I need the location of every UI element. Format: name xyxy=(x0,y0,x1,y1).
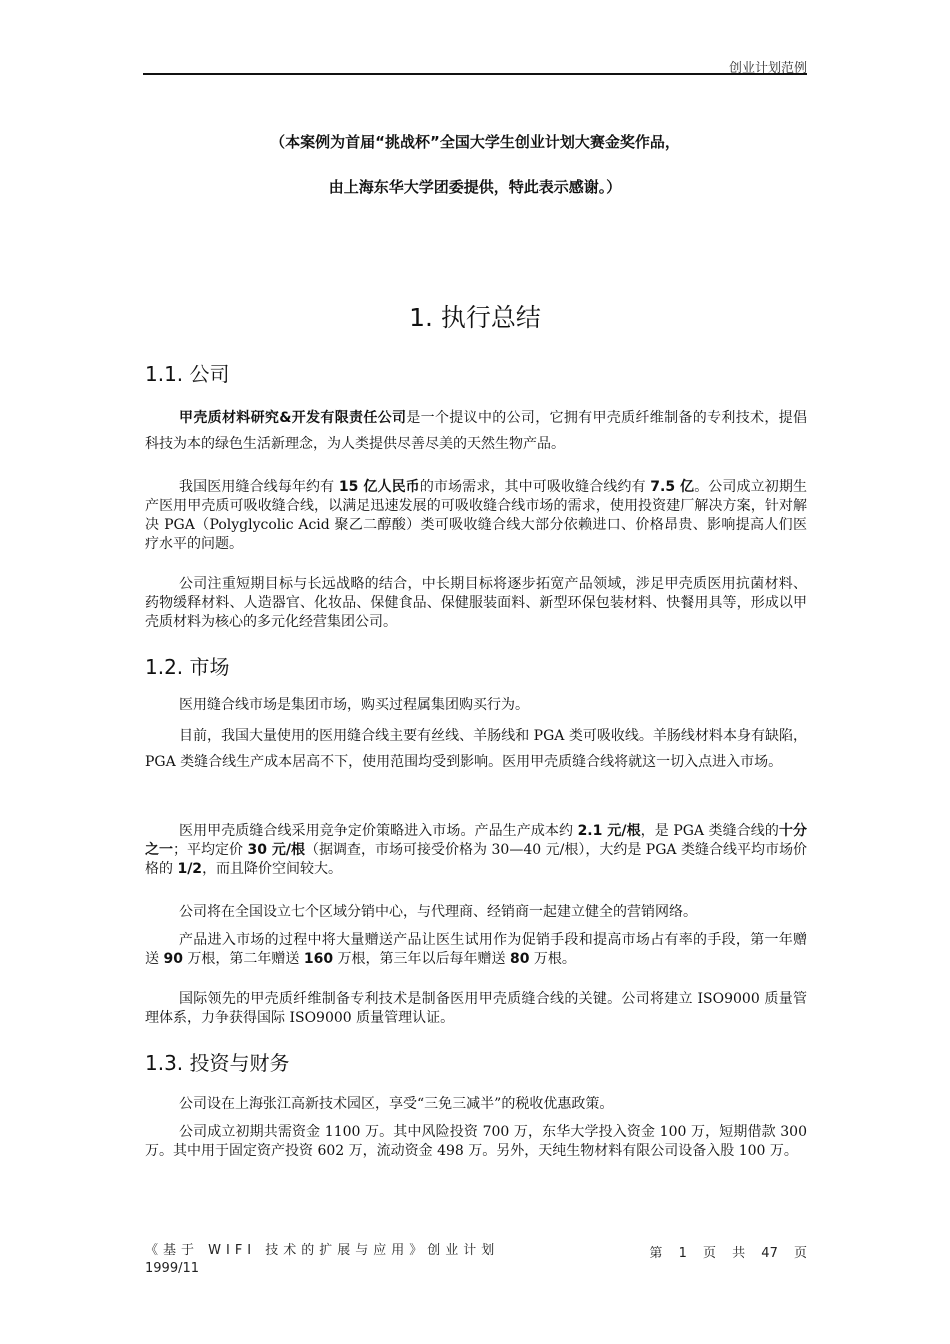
footer-doc-title: 《基于 WIFI 技术的扩展与应用》创业计划 xyxy=(145,1243,500,1258)
finance-paragraph-2: 公司成立初期共需资金 1100 万。其中风险投资 700 万，东华大学投入资金 100 万，短期借款 300 万。其中用于固定资产投资 602 万，流动资金 498 万。另外，天纯生物材料有限公司设备入股 100 万。 xyxy=(145,1124,807,1159)
section-title-company: 1.1. 公司 xyxy=(145,362,230,386)
chapter-title: 1. 执行总结 xyxy=(409,303,541,332)
footer-left xyxy=(145,1242,499,1278)
company-paragraph-2: 我国医用缝合线每年约有 15 亿人民币的市场需求，其中可吸收缝合线约有 7.5 亿。公司成立初期生产医用甲壳质可吸收缝合线，以满足迅速发展的可吸收缝合线市场的需求，使用投资建厂解决方案，针对解决 PGA（Polyglycolic Acid 聚乙二醇酸）类可吸收缝合线大部分依赖进口、价格昂贵、影响提高人们医疗水平的问题。 xyxy=(145,479,808,552)
page-number: 第 1 页 共 47 页 xyxy=(649,1246,807,1261)
acknowledgement-line-1: （本案例为首届“挑战杯”全国大学生创业计划大赛金奖作品， xyxy=(270,133,680,151)
footer-date: 1999/11 xyxy=(145,1261,200,1276)
company-paragraph-1: 甲壳质材料研究&开发有限责任公司是一个提议中的公司，它拥有甲壳质纤维制备的专利技术，提倡科技为本的绿色生活新理念，为人类提供尽善尽美的天然生物产品。 xyxy=(145,410,807,452)
section-title-market: 1.2. 市场 xyxy=(145,655,230,679)
header-rule xyxy=(143,73,807,75)
market-paragraph-5: 产品进入市场的过程中将大量赠送产品让医生试用作为促销手段和提高市场占有率的手段，第一年赠送 90 万根，第二年赠送 160 万根，第三年以后每年赠送 80 万根。 xyxy=(145,932,807,967)
acknowledgement-line-2: 由上海东华大学团委提供，特此表示感谢。） xyxy=(328,178,622,196)
market-paragraph-1: 医用缝合线市场是集团市场，购买过程属集团购买行为。 xyxy=(179,697,529,713)
market-paragraph-3: 医用甲壳质缝合线采用竞争定价策略进入市场。产品生产成本约 2.1 元/根，是 PGA 类缝合线的十分之一；平均定价 30 元/根（据调查，市场可接受价格为 30—40 元/根），大约是 PGA 类缝合线平均市场价格的 1/2，而且降价空间较大。 xyxy=(145,823,808,877)
section-title-finance: 1.3. 投资与财务 xyxy=(145,1051,290,1075)
market-paragraph-2: 目前，我国大量使用的医用缝合线主要有丝线、羊肠线和 PGA 类可吸收线。羊肠线材料本身有缺陷，PGA 类缝合线生产成本居高不下，使用范围均受到影响。医用甲壳质缝合线将就这一切入点进入市场。 xyxy=(145,728,807,770)
running-header: 创业计划范例 xyxy=(728,61,807,76)
company-paragraph-3: 公司注重短期目标与长远战略的结合，中长期目标将逐步拓宽产品领域，涉足甲壳质医用抗菌材料、药物缓释材料、人造器官、化妆品、保健食品、保健服装面料、新型环保包装材料、快餐用具等，形成以甲壳质材料为核心的多元化经营集团公司。 xyxy=(145,576,807,630)
company-name: 甲壳质材料研究&开发有限责任公司 xyxy=(179,410,407,426)
finance-paragraph-1: 公司设在上海张江高新技术园区，享受“三免三减半”的税收优惠政策。 xyxy=(179,1096,614,1112)
market-paragraph-4: 公司将在全国设立七个区域分销中心，与代理商、经销商一起建立健全的营销网络。 xyxy=(179,904,697,920)
market-paragraph-6: 国际领先的甲壳质纤维制备专利技术是制备医用甲壳质缝合线的关键。公司将建立 ISO9000 质量管理体系，力争获得国际 ISO9000 质量管理认证。 xyxy=(145,991,807,1026)
